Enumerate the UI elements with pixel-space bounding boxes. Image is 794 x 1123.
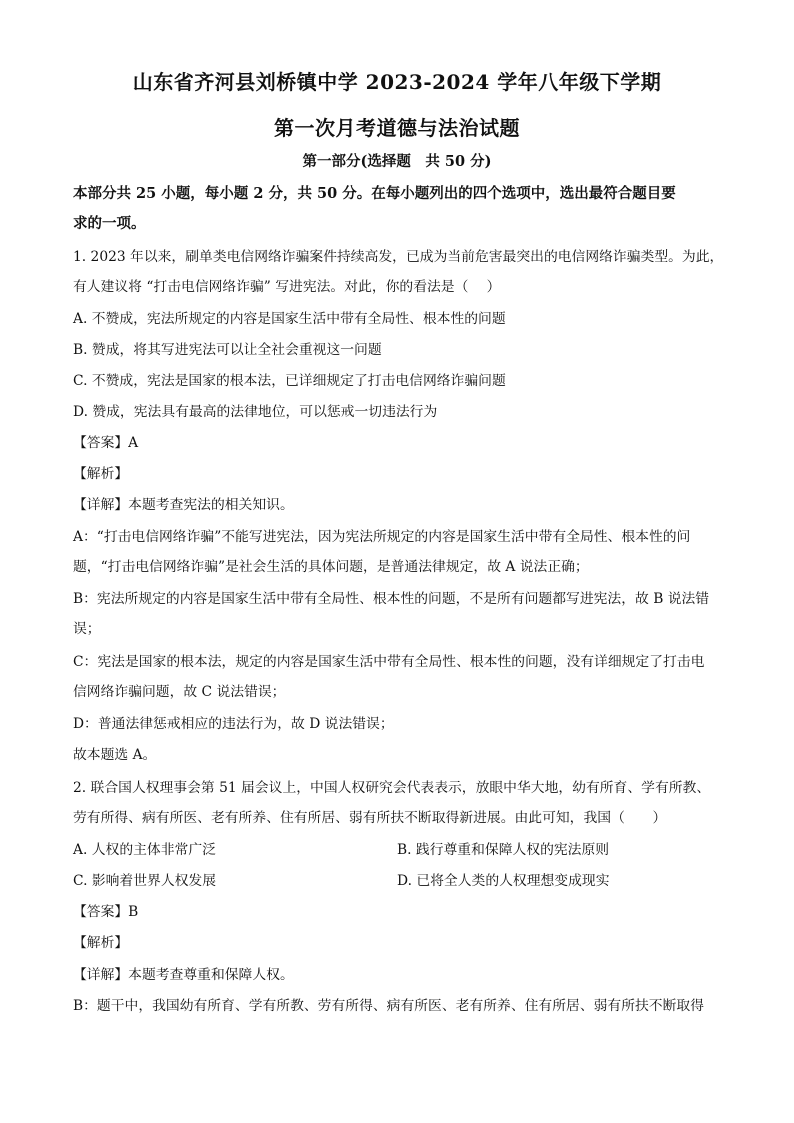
q1-option-c: C. 不赞成，宪法是国家的根本法，已详细规定了打击电信网络诈骗问题 (73, 373, 506, 389)
q1-option-a: A. 不赞成，宪法所规定的内容是国家生活中带有全局性、根本性的问题 (73, 311, 506, 327)
q1-explain-a-line-1: A：“打击电信网络诈骗”不能写进宪法，因为宪法所规定的内容是国家生活中带有全局性、根本性的问 (73, 529, 691, 545)
q1-conclusion: 故本题选 A。 (73, 747, 157, 763)
q1-option-b: B. 赞成，将其写进宪法可以让全社会重视这一问题 (73, 342, 382, 358)
q1-explain-b-line-1: B：宪法所规定的内容是国家生活中带有全局性、根本性的问题，不是所有问题都写进宪法，故 B 说法错 (73, 591, 710, 607)
q2-option-a: A. 人权的主体非常广泛 (73, 842, 216, 858)
q2-explain-b-line-1: B：题干中，我国幼有所育、学有所教、劳有所得、病有所医、老有所养、住有所居、弱有所扶不断取得 (73, 998, 704, 1014)
q1-analysis-label: 【解析】 (73, 466, 129, 482)
q1-stem-line-1: 1. 2023 年以来，刷单类电信网络诈骗案件持续高发，已成为当前危害最突出的电信网络诈骗类型。为此， (73, 249, 724, 265)
q2-detail: 【详解】本题考查尊重和保障人权。 (73, 967, 294, 983)
q2-option-b: B. 践行尊重和保障人权的宪法原则 (397, 842, 610, 858)
q1-option-d: D. 赞成，宪法具有最高的法律地位，可以惩戒一切违法行为 (73, 404, 438, 420)
q1-explain-c-line-2: 信网络诈骗问题，故 C 说法错误； (73, 684, 286, 700)
q2-stem-line-2: 劳有所得、病有所医、老有所养、住有所居、弱有所扶不断取得新进展。由此可知，我国（ ） (73, 810, 667, 826)
intro-line-2: 求的一项。 (73, 215, 146, 232)
q1-explain-d: D：普通法律惩戒相应的违法行为，故 D 说法错误； (73, 716, 394, 732)
q1-answer: 【答案】A (73, 435, 139, 451)
q1-explain-c-line-1: C：宪法是国家的根本法，规定的内容是国家生活中带有全局性、根本性的问题，没有详细规定了打击电 (73, 654, 705, 670)
intro-line-1: 本部分共 25 小题，每小题 2 分，共 50 分。在每小题列出的四个选项中，选出最符合题目要 (73, 185, 676, 202)
q1-stem-line-2: 有人建议将 “打击电信网络诈骗” 写进宪法。对此，你的看法是（ ） (73, 279, 501, 295)
q2-analysis-label: 【解析】 (73, 935, 129, 951)
q2-answer: 【答案】B (73, 904, 139, 920)
q2-option-c: C. 影响着世界人权发展 (73, 873, 217, 889)
q1-explain-a-line-2: 题，“打击电信网络诈骗”是社会生活的具体问题，是普通法律规定，故 A 说法正确； (73, 559, 589, 575)
q2-stem-line-1: 2. 联合国人权理事会第 51 届会议上，中国人权研究会代表表示，放眼中华大地，幼有所育、学有所教、 (73, 780, 711, 796)
part-heading: 第一部分(选择题 共 50 分) (302, 153, 492, 170)
document-title-line1: 山东省齐河县刘桥镇中学 2023-2024 学年八年级下学期 (132, 70, 662, 94)
q2-option-d: D. 已将全人类的人权理想变成现实 (397, 873, 610, 889)
q1-explain-b-line-2: 误； (73, 621, 101, 637)
document-title-line2: 第一次月考道德与法治试题 (274, 116, 520, 140)
q1-detail: 【详解】本题考查宪法的相关知识。 (73, 497, 294, 513)
